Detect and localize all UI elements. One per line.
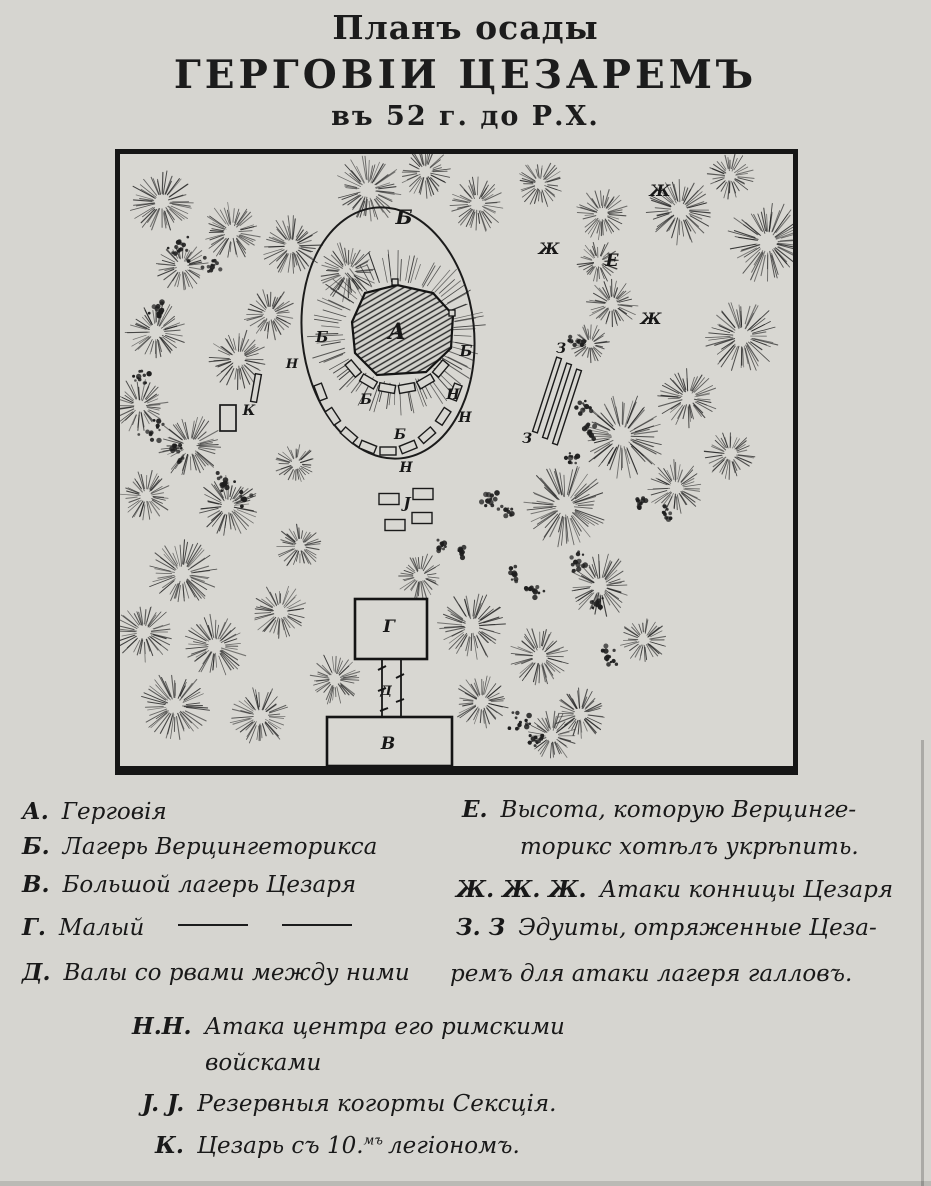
map-letter-Г: Г — [383, 617, 395, 637]
ditto-rule — [282, 924, 352, 926]
page-edge-shadow — [921, 740, 924, 1186]
hachure-hills — [120, 154, 793, 758]
legend-item-e-cont — [520, 834, 859, 860]
map-title-line2: ГЕРГОВІИ ЦЕЗАРЕМЪ — [173, 52, 758, 98]
siege-map-drawing — [120, 154, 793, 766]
map-letter-Н: Н — [285, 357, 299, 372]
legend-item-e — [462, 796, 856, 823]
ditto-rule — [178, 924, 248, 926]
legend-text: Цезарь съ 10. — [196, 1133, 364, 1159]
map-title-line1: Планъ осады — [332, 8, 599, 47]
map-letter-З: З — [521, 431, 533, 447]
map-letter-Б: Б — [315, 328, 329, 346]
map-letter-Б: Б — [395, 205, 413, 229]
map-letter-Н: Н — [446, 387, 460, 403]
legend-item-g — [22, 914, 352, 941]
legend-item-z-cont — [450, 961, 852, 987]
redoubt-blocks — [314, 360, 462, 531]
legend-key: А. — [22, 798, 49, 825]
legend-text: легіономъ. — [387, 1133, 520, 1159]
legend-text: Валы со рвами между ними — [63, 960, 410, 986]
map-letter-А: А — [388, 319, 406, 345]
map-letter-Б: Б — [360, 392, 372, 408]
map-letter-К: К — [242, 403, 256, 419]
map-letter-З: З — [555, 341, 567, 357]
map-letter-Б: Б — [394, 427, 406, 443]
legend-text: Резервныя когорты Сексція. — [197, 1091, 557, 1117]
legend-key: J. J. — [142, 1090, 185, 1117]
map-title-line3: въ 52 г. до Р.Х. — [331, 101, 600, 132]
legend-item-zh — [456, 876, 893, 903]
map-letter-J: J — [403, 494, 411, 512]
legend-key: Ж. Ж. Ж. — [456, 876, 587, 903]
map-letter-Е: Е — [605, 251, 619, 271]
aedui-columns — [533, 357, 582, 445]
map-letter-Н: Н — [399, 460, 413, 476]
legend-item-a — [22, 798, 167, 825]
map-letter-labels — [242, 181, 672, 754]
legend-key: Б. — [22, 833, 50, 860]
page-bottom-shadow — [0, 1181, 931, 1186]
legend-key: Н.Н. — [132, 1013, 192, 1040]
legend-superscript: мъ — [363, 1133, 383, 1149]
legend-text: Высота, которую Верцинге- — [500, 797, 857, 823]
legend-text: торикс хотѣлъ укрѣпить. — [520, 834, 859, 860]
legend-text: Герговія — [61, 799, 167, 825]
legend-key: Г. — [22, 914, 46, 941]
map-letter-Н: Н — [458, 410, 472, 426]
legend-key: З. З — [456, 914, 506, 941]
legend-item-d — [22, 959, 410, 986]
legend-key: Е. — [462, 796, 488, 823]
legend-text: войсками — [205, 1050, 322, 1076]
map-letter-Д: Д — [380, 684, 392, 699]
legend-item-z — [456, 914, 877, 941]
legend-key: Д. — [22, 959, 51, 986]
legend-item-h-cont — [205, 1050, 321, 1076]
siege-map — [115, 149, 798, 775]
map-letter-Ж: Ж — [649, 181, 671, 200]
legend-text: ремъ для атаки лагеря галловъ. — [450, 961, 853, 987]
legend-item-k — [155, 1132, 520, 1159]
legend-item-h — [132, 1013, 565, 1040]
legend-text: Малый — [58, 915, 145, 941]
map-letter-Б: Б — [459, 342, 473, 360]
legend-key: В. — [22, 871, 50, 898]
map-title — [0, 8, 931, 132]
legend-text: Атаки конницы Цезаря — [599, 877, 894, 903]
legend-text: Лагерь Верцингеторикса — [62, 834, 378, 860]
legend-text: Большой лагерь Цезаря — [62, 872, 357, 898]
legend-item-v — [22, 871, 356, 898]
legend-text: Атака центра его римскими — [204, 1014, 565, 1040]
map-letter-Ж: Ж — [640, 309, 662, 328]
map-letter-Ж: Ж — [538, 239, 560, 258]
legend-key: К. — [155, 1132, 184, 1159]
legend-text: Эдуиты, отряженные Цеза- — [518, 915, 877, 941]
map-letter-В: В — [380, 734, 396, 754]
legend-item-b — [22, 833, 377, 860]
legend-item-j — [142, 1090, 556, 1117]
